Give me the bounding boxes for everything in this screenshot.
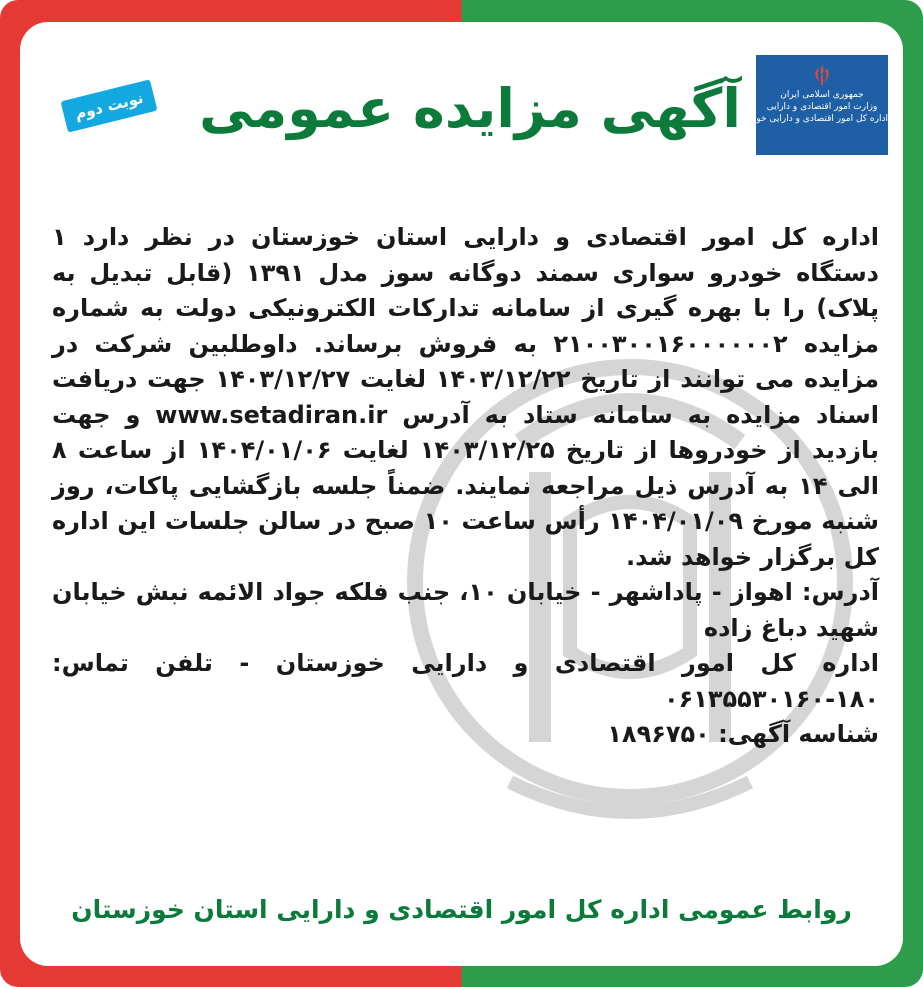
notice-ad-id: شناسه آگهی: ۱۸۹۶۷۵۰ bbox=[607, 720, 879, 748]
notice-main-text: اداره کل امور اقتصادی و دارایی استان خوزستان در نظر دارد ۱ دستگاه خودرو سواری سمند دوگانه سوز مدل ۱۳۹۱ (قابل تبدیل به پلاک) را با بهره گیری از سامانه تدارکات الکترونیکی دولت به شماره مزایده ۲۱۰۰۳۰۰۱۶۰۰۰۰۰۰۲ به فروش برساند. داوطلبین شرکت در مزایده می توانند از تاریخ ۱۴۰۳/۱۲/۲۲ لغایت ۱۴۰۳/۱۲/۲۷ جهت دریافت اسناد مزایده به سامانه ستاد به آدرس www.setadiran.ir و جهت بازدید از خودروها از تاریخ ۱۴۰۳/۱۲/۲۵ لغایت ۱۴۰۴/۰۱/۰۶ از ساعت ۸ الی ۱۴ به آدرس ذیل مراجعه نمایند. ضمناً جلسه بازگشایی پاکات، روز شنبه مورخ ۱۴۰۴/۰۱/۰۹ رأس ساعت ۱۰ صبح در سالن جلسات این اداره کل برگزار خواهد شد. bbox=[52, 223, 880, 571]
notice-address: آدرس: اهواز - پاداشهر - خیابان ۱۰، جنب فلکه جواد الائمه نبش خیابان شهید دباغ زاده bbox=[52, 578, 880, 642]
round-badge: نوبت دوم bbox=[60, 79, 157, 132]
iran-emblem-icon bbox=[811, 63, 833, 87]
page-title: آگهی مزایده عمومی bbox=[199, 77, 741, 140]
public-relations-footer: روابط عمومی اداره کل امور اقتصادی و دارایی استان خوزستان bbox=[71, 895, 852, 924]
logo-line-1: جمهوری اسلامی ایران bbox=[780, 90, 864, 100]
notice-body bbox=[52, 220, 879, 753]
notice-card bbox=[20, 22, 903, 966]
ministry-logo bbox=[732, 55, 888, 155]
notice-contact: اداره کل امور اقتصادی و دارایی خوزستان - تلفن تماس: ۱۸۰-۰۶۱۳۵۵۳۰۱۶۰ bbox=[52, 649, 879, 713]
logo-line-3: اداره کل امور اقتصادی و دارایی خوزستان bbox=[732, 114, 888, 124]
logo-line-2: وزارت امور اقتصادی و دارایی bbox=[766, 102, 878, 112]
